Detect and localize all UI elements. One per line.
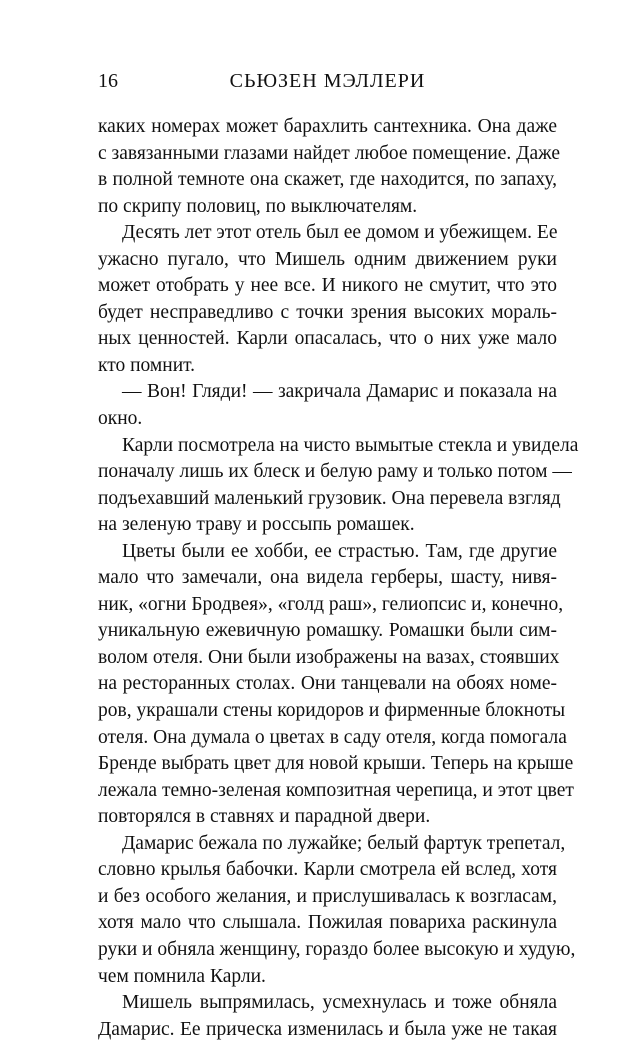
text-line: хотя мало что слышала. Пожилая повариха раскинула (98, 912, 557, 934)
paragraph (98, 831, 576, 990)
text-line: будет несправедливо с точки зрения высоких мораль- (98, 301, 557, 323)
page-number: 16 (98, 70, 118, 92)
text-line: отеля. Она думала о цветах в саду отеля, когда помогала (98, 726, 567, 748)
page-header (98, 70, 557, 96)
text-line: ник, «огни Бродвея», «голд раш», гелиопсис и, конечно, (98, 593, 564, 615)
paragraph (98, 539, 574, 831)
text-line: Цветы были ее хобби, ее страстью. Там, где другие (122, 540, 557, 562)
paragraph (98, 114, 561, 220)
text-line: чем помнила Карли. (98, 965, 266, 987)
paragraph (98, 220, 557, 379)
text-line: словно крылья бабочки. Карли смотрела ей вслед, хотя (98, 859, 557, 881)
text-line: лежала темно-зеленая композитная черепица, и этот цвет (98, 779, 574, 801)
text-line: повторялся в ставнях и парадной двери. (98, 806, 431, 828)
text-line: подъехавший маленький грузовик. Она перевела взгляд (98, 487, 561, 509)
paragraph (98, 379, 557, 432)
text-line: ных ценностей. Карли опасалась, что о них уже мало (98, 328, 557, 350)
text-line: Дамарис бежала по лужайке; белый фартук трепетал, (122, 832, 566, 854)
text-line: кто помнит. (98, 354, 196, 376)
text-line: и без особого желания, и прислушивалась к возгласам, (98, 885, 557, 907)
text-line: Мишель выпрямилась, усмехнулась и тоже обняла (122, 992, 557, 1014)
text-line: — Вон! Гляди! — закричала Дамарис и показала на (122, 381, 557, 403)
text-line: с завязанными глазами найдет любое помещение. Даже (98, 142, 561, 164)
paragraph (98, 433, 579, 539)
text-line: мало что замечали, она видела герберы, шасту, нивя- (98, 567, 557, 589)
text-line: руки и обняла женщину, гораздо более высокую и худую, (98, 938, 576, 960)
text-line: ров, украшали стены коридоров и фирменные блокноты (98, 700, 566, 722)
text-line: Десять лет этот отель был ее домом и убежищем. Ее (122, 222, 558, 244)
text-line: по скрипу половиц, по выключателям. (98, 195, 418, 217)
text-line: ужасно пугало, что Мишель одним движением руки (98, 248, 557, 270)
text-line: на зеленую траву и россыпь ромашек. (98, 514, 415, 536)
body-text (98, 114, 579, 1043)
text-line: на ресторанных столах. Они танцевали на обоях номе- (98, 673, 557, 695)
text-line: в полной темноте она скажет, где находится, по запаху, (98, 169, 557, 191)
running-title: СЬЮЗЕН МЭЛЛЕРИ (229, 70, 426, 92)
text-line: уникальную ежевичную ромашку. Ромашки были сим- (98, 620, 557, 642)
text-line: Бренде выбрать цвет для новой крыши. Теперь на крыше (98, 753, 574, 775)
text-line: волом отеля. Они были изображены на вазах, стоявших (98, 646, 560, 668)
text-line: Дамарис. Ее прическа изменилась и была уже не такая (98, 1018, 557, 1040)
paragraph (98, 990, 557, 1043)
text-line: поначалу лишь их блеск и белую раму и только потом — (98, 461, 572, 483)
text-line: может отобрать у нее все. И никого не смутит, что это (98, 275, 557, 297)
text-line: окно. (98, 408, 143, 430)
text-line: Карли посмотрела на чисто вымытые стекла и увидела (122, 434, 579, 456)
text-line: каких номерах может барахлить сантехника. Она даже (98, 116, 557, 137)
